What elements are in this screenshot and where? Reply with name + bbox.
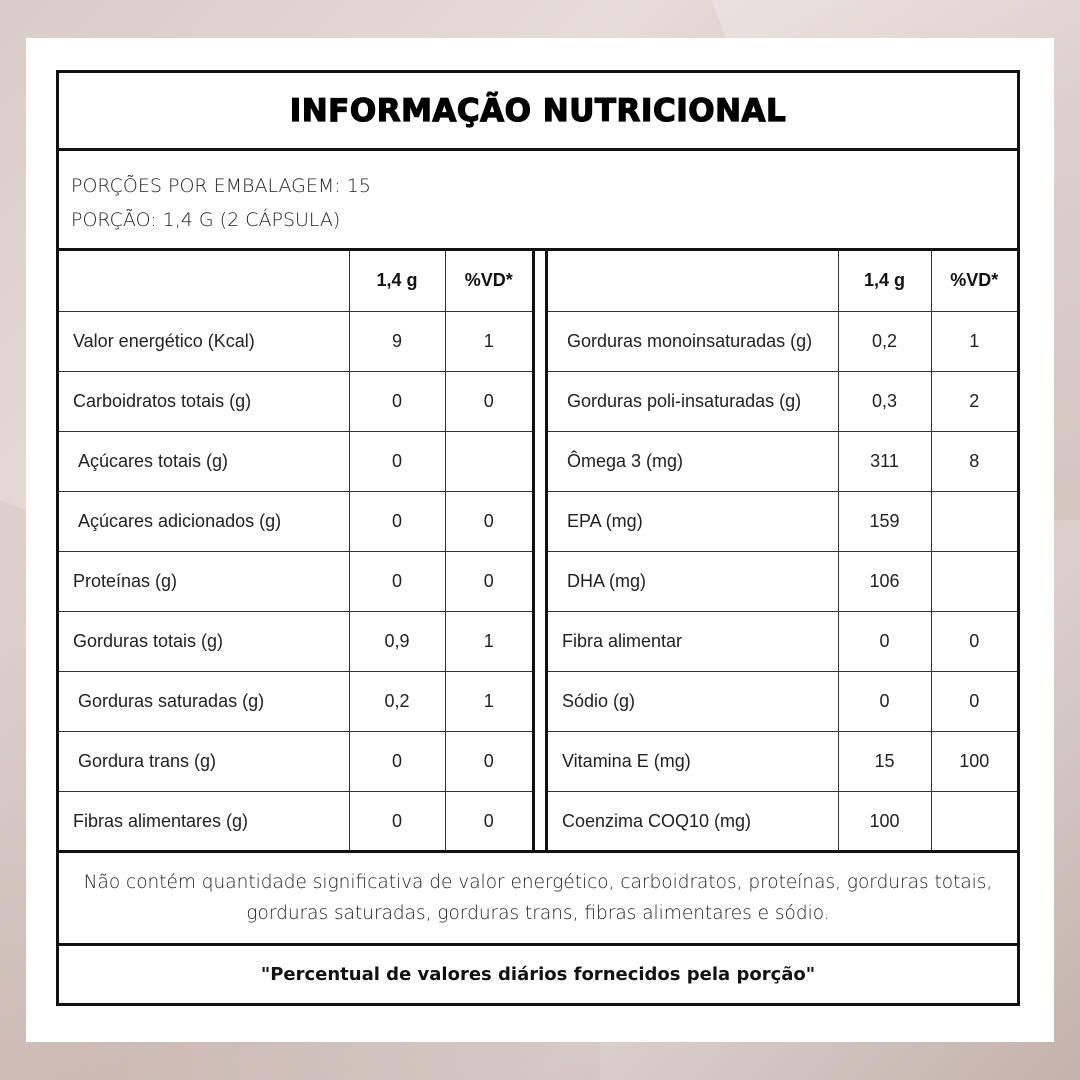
- table-row: [59, 491, 532, 551]
- nutrient-amount: 0,9: [349, 611, 445, 671]
- nutrient-amount: 0: [349, 491, 445, 551]
- nutrient-name: Proteínas (g): [59, 551, 349, 611]
- nutrient-amount: 0: [838, 611, 931, 671]
- nutrient-name: Carboidratos totais (g): [59, 371, 349, 431]
- header-amount: 1,4 g: [349, 251, 445, 311]
- nutrient-vd: 2: [931, 371, 1017, 431]
- nutrient-name: Valor energético (Kcal): [59, 311, 349, 371]
- table-row: [59, 311, 532, 371]
- nutrient-name: Gorduras totais (g): [59, 611, 349, 671]
- disclaimer-row: [59, 853, 1017, 946]
- header-name: [59, 251, 349, 311]
- table-row: [548, 371, 1017, 431]
- table-row: [59, 791, 532, 851]
- table-row: [548, 791, 1017, 851]
- nutrient-vd: [931, 791, 1017, 851]
- nutrient-amount: 159: [838, 491, 931, 551]
- header-vd: %VD*: [931, 251, 1017, 311]
- nutrition-tables: [59, 251, 1017, 853]
- table-row: [548, 491, 1017, 551]
- nutrient-name: Gorduras poli-insaturadas (g): [548, 371, 838, 431]
- table-row: [59, 731, 532, 791]
- nutrient-amount: 0,2: [838, 311, 931, 371]
- nutrient-vd: 0: [445, 791, 532, 851]
- table-header-row: [548, 251, 1017, 311]
- nutrient-vd: 1: [445, 611, 532, 671]
- table-row: [59, 551, 532, 611]
- nutrient-vd: 0: [445, 371, 532, 431]
- nutrient-amount: 0,2: [349, 671, 445, 731]
- label-title: INFORMAÇÃO NUTRICIONAL: [289, 92, 787, 129]
- header-amount: 1,4 g: [838, 251, 931, 311]
- nutrient-vd: 0: [445, 551, 532, 611]
- nutrient-name: Açúcares adicionados (g): [59, 491, 349, 551]
- nutrient-amount: 0: [349, 371, 445, 431]
- table-header-row: [59, 251, 532, 311]
- footer-text: "Percentual de valores diários fornecidos pela porção": [260, 964, 816, 985]
- table-row: [548, 671, 1017, 731]
- nutrient-amount: 0: [349, 791, 445, 851]
- portions-per-package: PORÇÕES POR EMBALAGEM: 15: [71, 175, 371, 197]
- nutrient-name: Gorduras monoinsaturadas (g): [548, 311, 838, 371]
- nutrient-vd: 0: [931, 611, 1017, 671]
- nutrient-vd: 1: [445, 311, 532, 371]
- header-vd: %VD*: [445, 251, 532, 311]
- nutrition-table-left: [59, 251, 532, 851]
- nutrient-name: Açúcares totais (g): [59, 431, 349, 491]
- nutrient-vd: 1: [931, 311, 1017, 371]
- table-row: [548, 611, 1017, 671]
- table-divider: [532, 251, 548, 850]
- table-row: [59, 371, 532, 431]
- disclaimer-text: Não contém quantidade significativa de valor energético, carboidratos, proteínas, gorduras totais, gorduras saturadas, gorduras trans, fibras alimentares e sódio.: [83, 872, 993, 924]
- nutrition-label: [56, 70, 1020, 1006]
- nutrient-name: Coenzima COQ10 (mg): [548, 791, 838, 851]
- nutrient-amount: 0: [838, 671, 931, 731]
- nutrient-amount: 0,3: [838, 371, 931, 431]
- nutrient-vd: 8: [931, 431, 1017, 491]
- nutrient-vd: [445, 431, 532, 491]
- nutrient-vd: 1: [445, 671, 532, 731]
- nutrient-amount: 0: [349, 431, 445, 491]
- table-row: [59, 611, 532, 671]
- nutrient-name: Ômega 3 (mg): [548, 431, 838, 491]
- nutrient-vd: [931, 491, 1017, 551]
- nutrient-amount: 9: [349, 311, 445, 371]
- table-row: [548, 551, 1017, 611]
- nutrition-table-right: [548, 251, 1017, 851]
- header-name: [548, 251, 838, 311]
- nutrient-name: Fibras alimentares (g): [59, 791, 349, 851]
- nutrient-amount: 311: [838, 431, 931, 491]
- nutrient-amount: 106: [838, 551, 931, 611]
- nutrient-name: Gorduras saturadas (g): [59, 671, 349, 731]
- nutrient-name: Vitamina E (mg): [548, 731, 838, 791]
- table-row: [548, 431, 1017, 491]
- nutrient-name: Sódio (g): [548, 671, 838, 731]
- portion-size: PORÇÃO: 1,4 G (2 CÁPSULA): [71, 209, 341, 231]
- nutrient-name: DHA (mg): [548, 551, 838, 611]
- nutrient-amount: 0: [349, 731, 445, 791]
- nutrient-name: Fibra alimentar: [548, 611, 838, 671]
- nutrient-vd: 0: [445, 491, 532, 551]
- portion-info: [59, 151, 1017, 251]
- nutrient-vd: [931, 551, 1017, 611]
- nutrient-name: EPA (mg): [548, 491, 838, 551]
- nutrient-amount: 15: [838, 731, 931, 791]
- table-row: [548, 731, 1017, 791]
- footer-row: [59, 946, 1017, 1003]
- nutrient-vd: 0: [931, 671, 1017, 731]
- table-row: [548, 311, 1017, 371]
- nutrient-name: Gordura trans (g): [59, 731, 349, 791]
- nutrient-amount: 100: [838, 791, 931, 851]
- nutrient-vd: 100: [931, 731, 1017, 791]
- nutrient-amount: 0: [349, 551, 445, 611]
- nutrient-vd: 0: [445, 731, 532, 791]
- table-row: [59, 431, 532, 491]
- table-row: [59, 671, 532, 731]
- title-row: [59, 73, 1017, 151]
